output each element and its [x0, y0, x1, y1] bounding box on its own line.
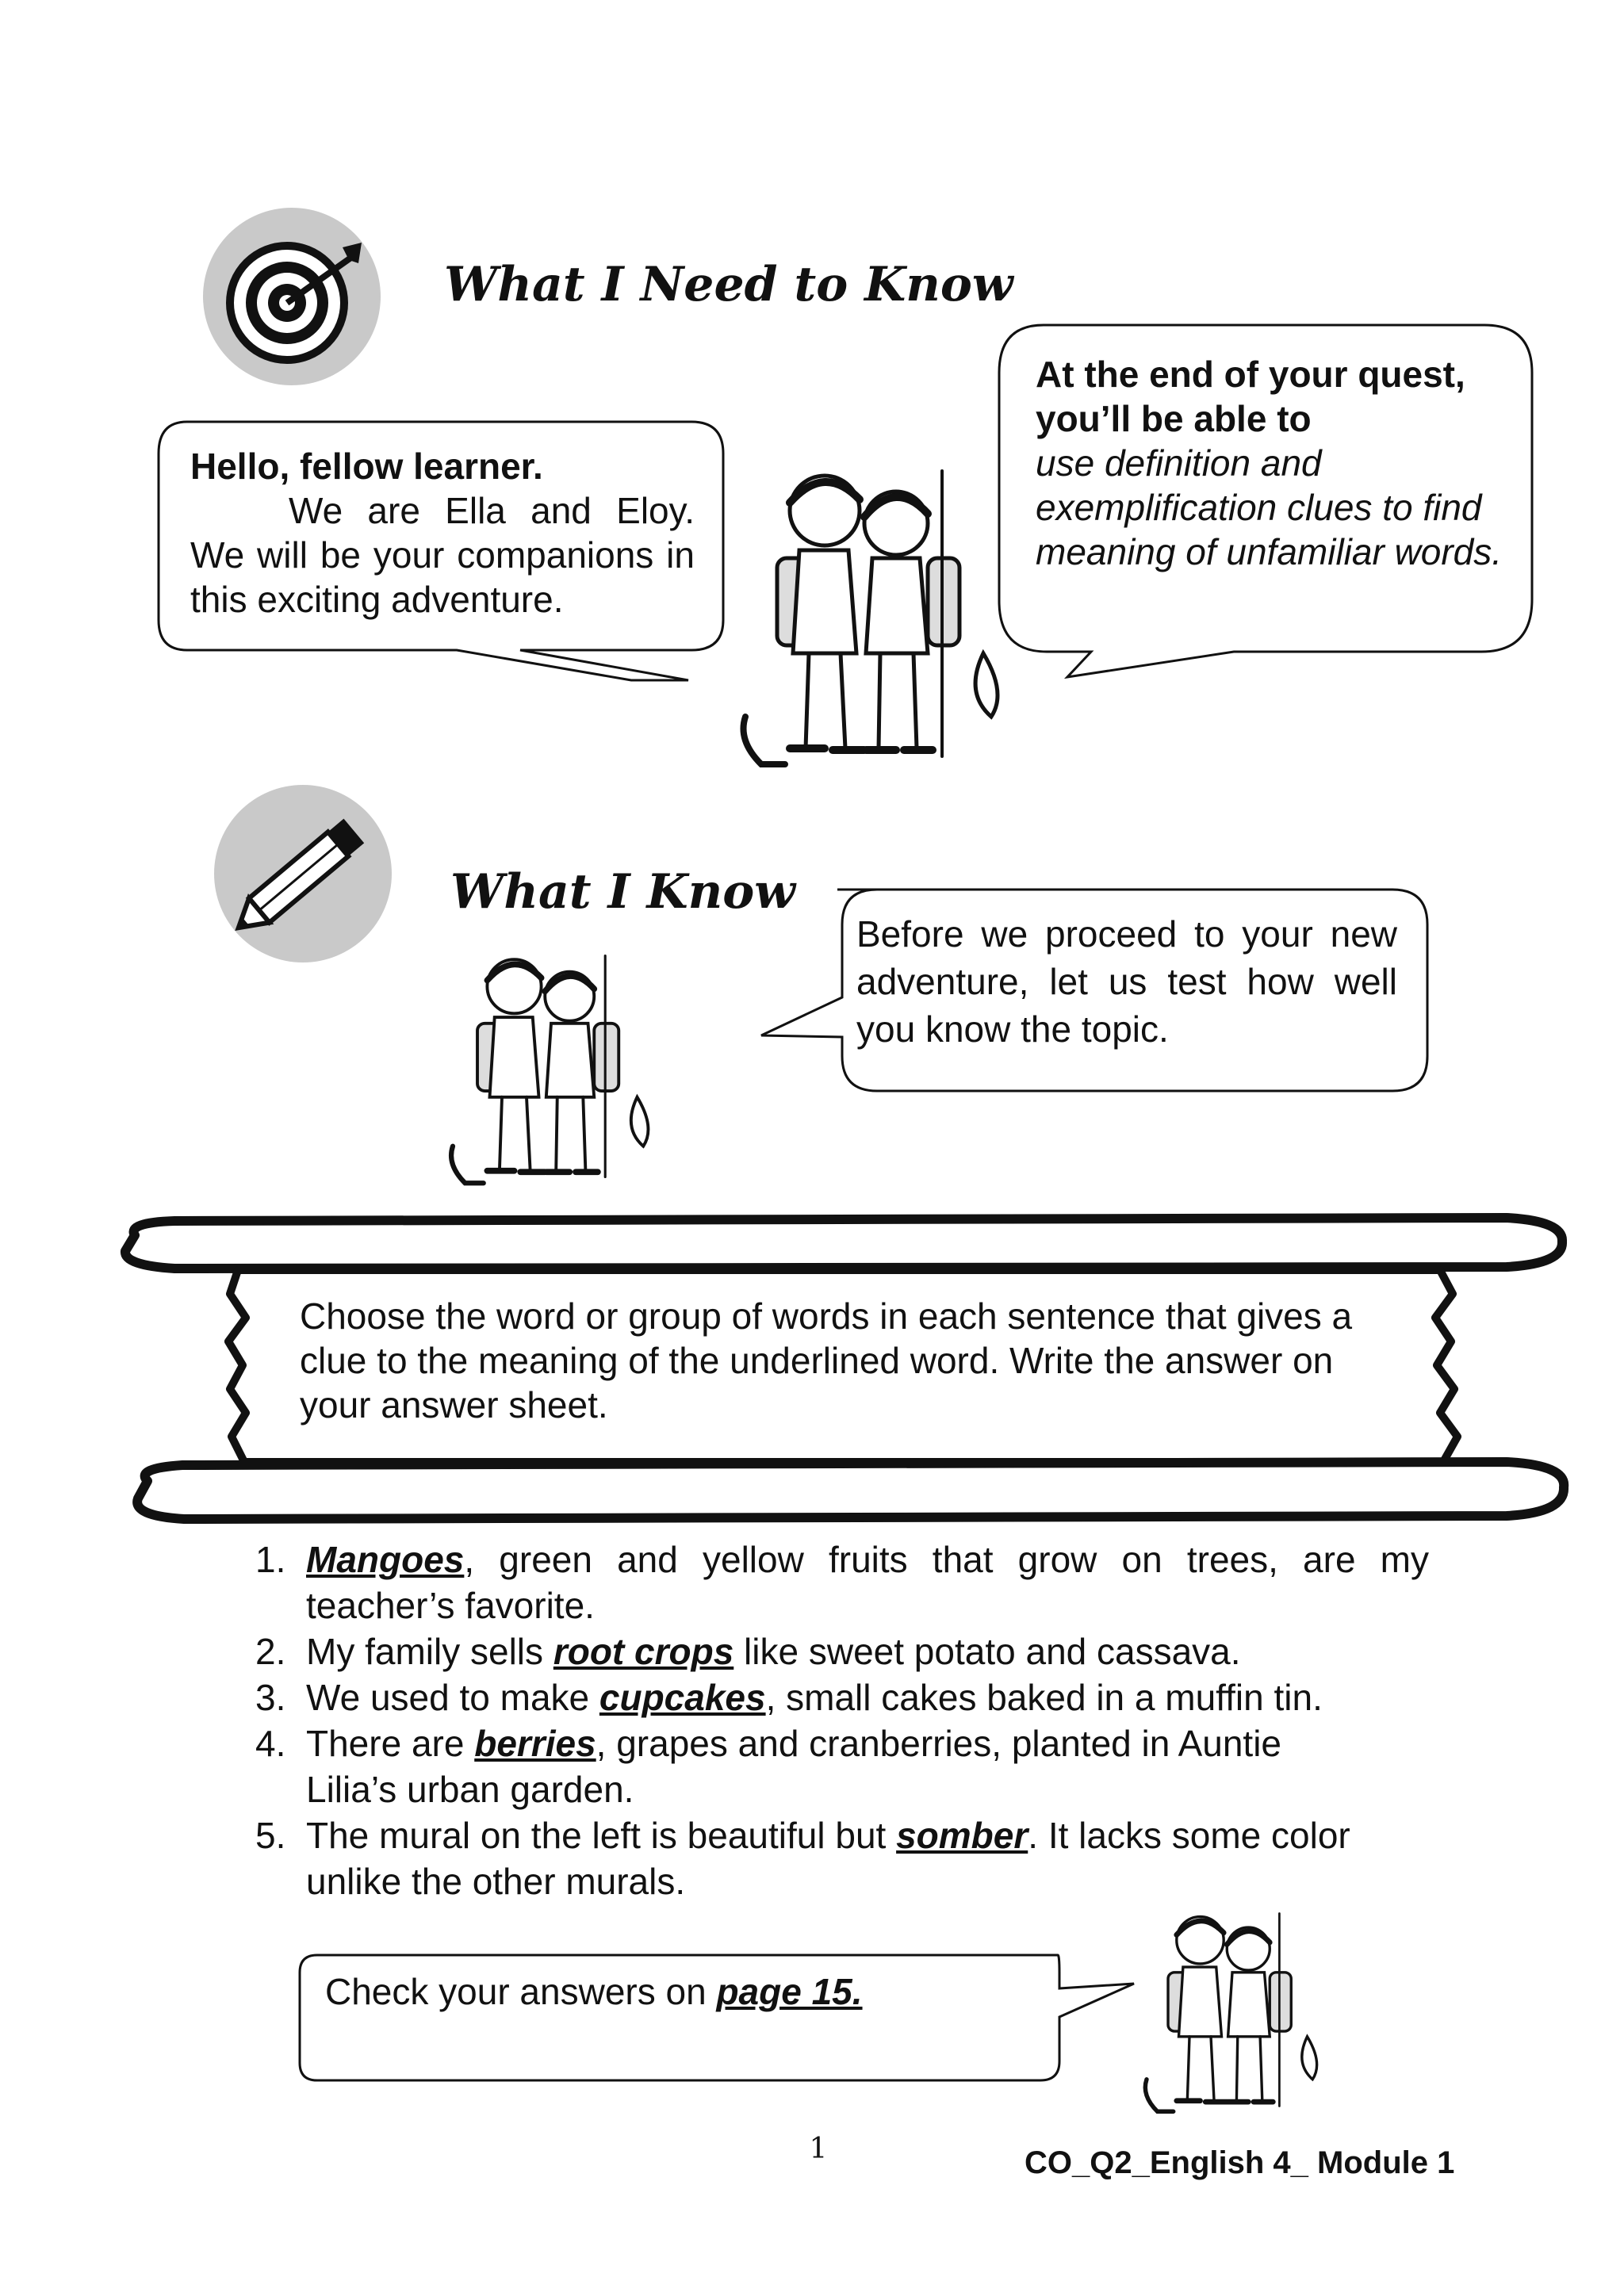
target-word: somber: [896, 1815, 1028, 1856]
objective-lead: At the end of your quest, you’ll be able to: [1036, 354, 1465, 439]
list-item: 1. Mangoes, green and yellow fruits that grow on trees, are my teacher’s favorite.: [255, 1536, 1429, 1628]
item-number: 5.: [255, 1815, 286, 1856]
item-number: 1.: [255, 1539, 286, 1580]
page-number: 1: [809, 2133, 828, 2165]
target-word: root crops: [553, 1631, 734, 1672]
list-item: 5. The mural on the left is beautiful but somber. It lacks some color unlike the other murals.: [255, 1812, 1429, 1904]
what-i-know-heading: What I Know: [450, 864, 795, 920]
item-number: 4.: [255, 1723, 286, 1764]
instructions-text: Choose the word or group of words in each sentence that gives a clue to the meaning of the underlined word. Write the answer on your answer sheet.: [300, 1295, 1353, 1425]
greeting-body: We are Ella and Eloy. We will be your companions in this exciting adventure.: [190, 490, 695, 620]
target-word: berries: [474, 1723, 596, 1764]
question-list: [255, 1536, 1429, 1904]
greeting-title: Hello, fellow learner.: [190, 446, 543, 487]
list-item: 4. There are berries, grapes and cranberries, planted in Auntie Lilia’s urban garden.: [255, 1720, 1429, 1812]
answer-page-link: page 15.: [716, 1971, 863, 2012]
intro-bubble-text: Before we proceed to your new adventure, let us test how well you know the topic.: [856, 913, 1397, 1050]
ella-and-eloy-illustration: [730, 455, 1015, 772]
target-word: Mangoes: [306, 1539, 465, 1580]
greeting-bubble: [190, 444, 695, 622]
check-bubble: [325, 1969, 863, 2014]
check-text: Check your answers on: [325, 1971, 717, 2012]
objective-bubble: [1036, 352, 1503, 574]
item-number: 3.: [255, 1677, 286, 1718]
item-number: 2.: [255, 1631, 286, 1672]
target-icon: [203, 208, 381, 385]
ella-and-eloy-illustration: [420, 943, 682, 1189]
module-code: CO_Q2_English 4_ Module 1: [1025, 2145, 1455, 2180]
list-item: 3. We used to make cupcakes, small cakes baked in a muffin tin.: [255, 1674, 1429, 1720]
ella-and-eloy-illustration: [1120, 1903, 1345, 2117]
what-i-need-to-know-heading: What I Need to Know: [444, 257, 1013, 312]
objective-text: use definition and exemplification clues to find meaning of unfamiliar words.: [1036, 442, 1503, 572]
list-item: 2. My family sells root crops like sweet potato and cassava.: [255, 1628, 1429, 1674]
target-word: cupcakes: [599, 1677, 766, 1718]
pencil-icon: [214, 785, 392, 962]
